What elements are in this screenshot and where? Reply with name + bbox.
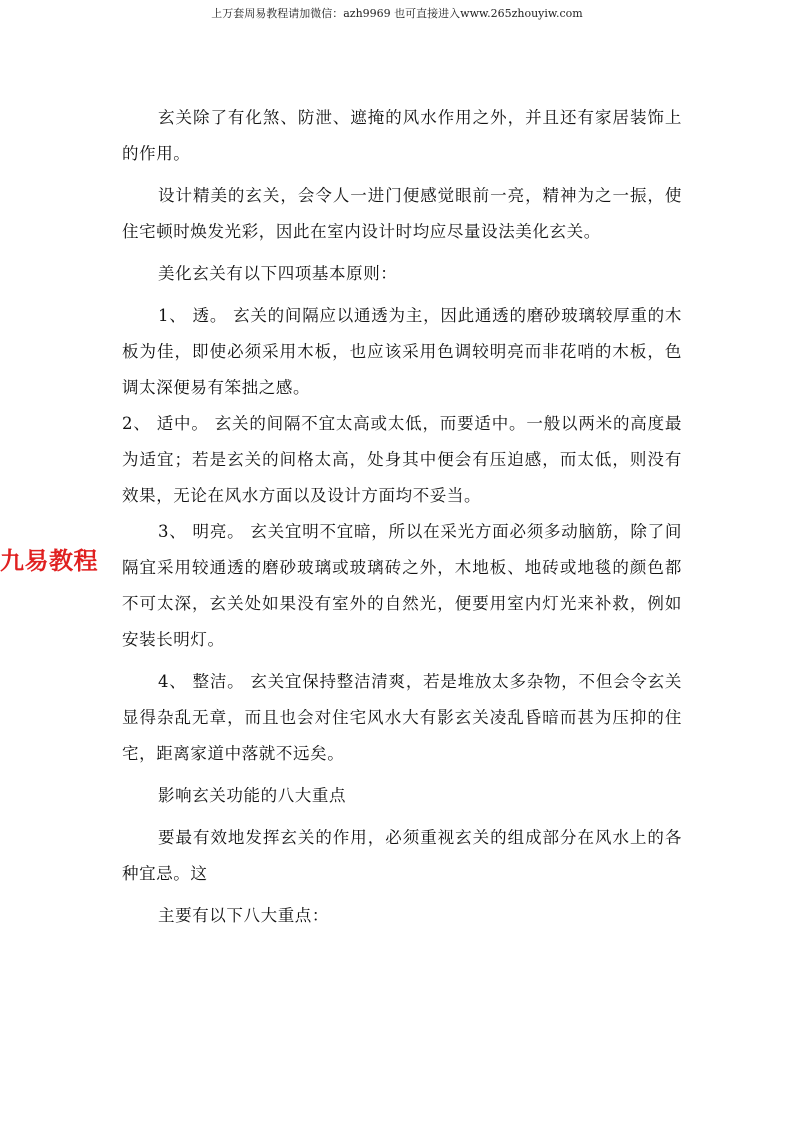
paragraph-principle-1: 1、 透。 玄关的间隔应以通透为主，因此通透的磨砂玻璃较厚重的木板为佳，即使必须采用木板，也应该采用色调较明亮而非花哨的木板，色调太深便易有笨拙之感。 [122,306,682,397]
paragraph-2: 设计精美的玄关，会令人一进门便感觉眼前一亮，精神为之一振，使住宅顿时焕发光彩，因此在室内设计时均应尽量设法美化玄关。 [122,186,682,241]
paragraph-9: 主要有以下八大重点： [158,906,329,925]
page-header: 上万套周易教程请加微信：azh9969 也可直接进入www.265zhouyiw.com [211,7,583,20]
paragraph-principle-4: 4、 整洁。 玄关宜保持整洁清爽，若是堆放太多杂物，不但会令玄关显得杂乱无章，而且也会对住宅风水大有影玄关凌乱昏暗而甚为压抑的住宅，距离家道中落就不远矣。 [122,672,682,763]
paragraph-8: 要最有效地发挥玄关的作用，必须重视玄关的组成部分在风水上的各种宜忌。这 [122,828,682,883]
paragraph-3: 美化玄关有以下四项基本原则： [158,264,398,283]
watermark-logo: 九易教程 [0,547,98,575]
paragraph-1: 玄关除了有化煞、防泄、遮掩的风水作用之外，并且还有家居装饰上的作用。 [122,108,682,163]
paragraph-principle-3: 3、 明亮。 玄关宜明不宜暗，所以在采光方面必须多动脑筋，除了间隔宜采用较通透的磨砂玻璃或玻璃砖之外，木地板、地砖或地毯的颜色都不可太深，玄关处如果没有室外的自然光，便要用室内灯光来补救，例如安装长明灯。 [122,522,682,649]
section-heading: 影响玄关功能的八大重点 [158,786,347,805]
paragraph-principle-2: 2、 适中。 玄关的间隔不宜太高或太低，而要适中。一般以两米的高度最为适宜；若是玄关的间格太高，处身其中便会有压迫感，而太低，则没有效果，无论在风水方面以及设计方面均不妥当。 [122,414,682,505]
document-body [122,100,682,934]
